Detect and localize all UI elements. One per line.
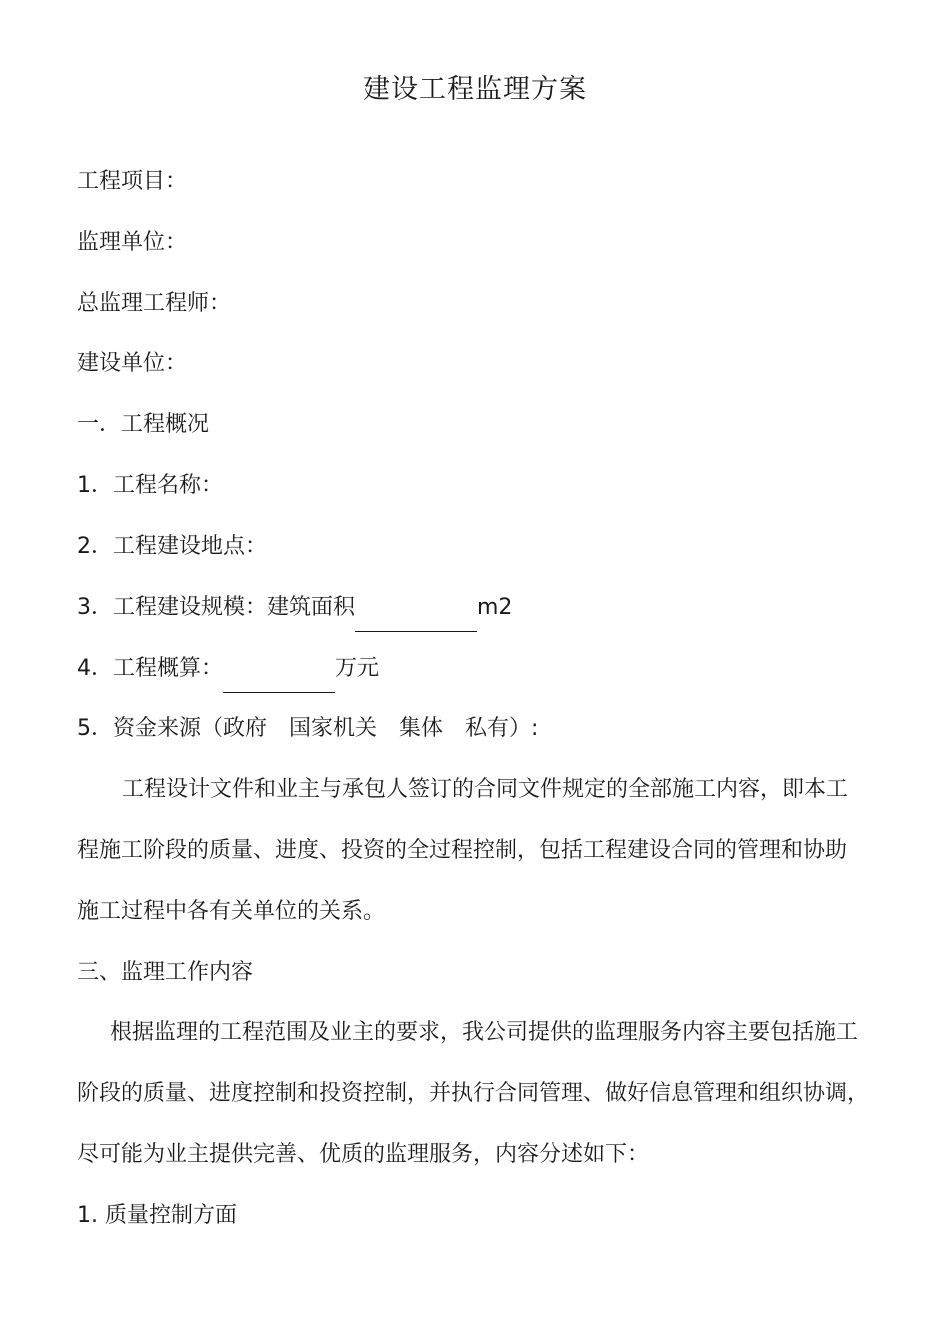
scope-paragraph-line-1: 工程设计文件和业主与承包人签订的合同文件规定的全部施工内容，即本工 <box>122 777 849 802</box>
item-project-name: 1．工程名称： <box>77 473 223 498</box>
section3-paragraph-line-1: 根据监理的工程范围及业主的要求，我公司提供的监理服务内容主要包括施工 <box>110 1020 859 1045</box>
section1-heading: 一．工程概况 <box>77 412 210 437</box>
item-project-location: 2．工程建设地点： <box>77 534 267 559</box>
item-project-budget <box>77 651 379 687</box>
scope-paragraph-line-3: 施工过程中各有关单位的关系。 <box>77 899 386 924</box>
section3-heading: 三、监理工作内容 <box>77 960 254 985</box>
field-chief-engineer: 总监理工程师： <box>77 291 232 316</box>
area-unit: m2 <box>477 595 513 620</box>
item-funding-source: 5．资金来源（政府 国家机关 集体 私有）: <box>77 716 539 741</box>
budget-unit: 万元 <box>335 656 380 681</box>
section3-paragraph-line-2: 阶段的质量、进度控制和投资控制，并执行合同管理、做好信息管理和组织协调， <box>77 1081 870 1106</box>
field-construction-unit: 建设单位： <box>77 351 188 376</box>
area-blank-line <box>355 603 477 632</box>
subsection-quality-control: 1. 质量控制方面 <box>77 1203 237 1228</box>
scope-paragraph-line-2: 程施工阶段的质量、进度、投资的全过程控制，包括工程建设合同的管理和协助 <box>77 838 848 863</box>
item-project-budget-label: 4．工程概算： <box>77 656 223 681</box>
budget-blank-line <box>223 664 335 693</box>
item-project-scale-label: 3．工程建设规模：建筑面积 <box>77 595 355 620</box>
document-title: 建设工程监理方案 <box>363 74 587 105</box>
section3-paragraph-line-3: 尽可能为业主提供完善、优质的监理服务，内容分述如下： <box>77 1142 650 1167</box>
field-supervisor-unit: 监理单位： <box>77 230 188 255</box>
field-project: 工程项目： <box>77 169 188 194</box>
item-project-scale <box>77 590 512 626</box>
